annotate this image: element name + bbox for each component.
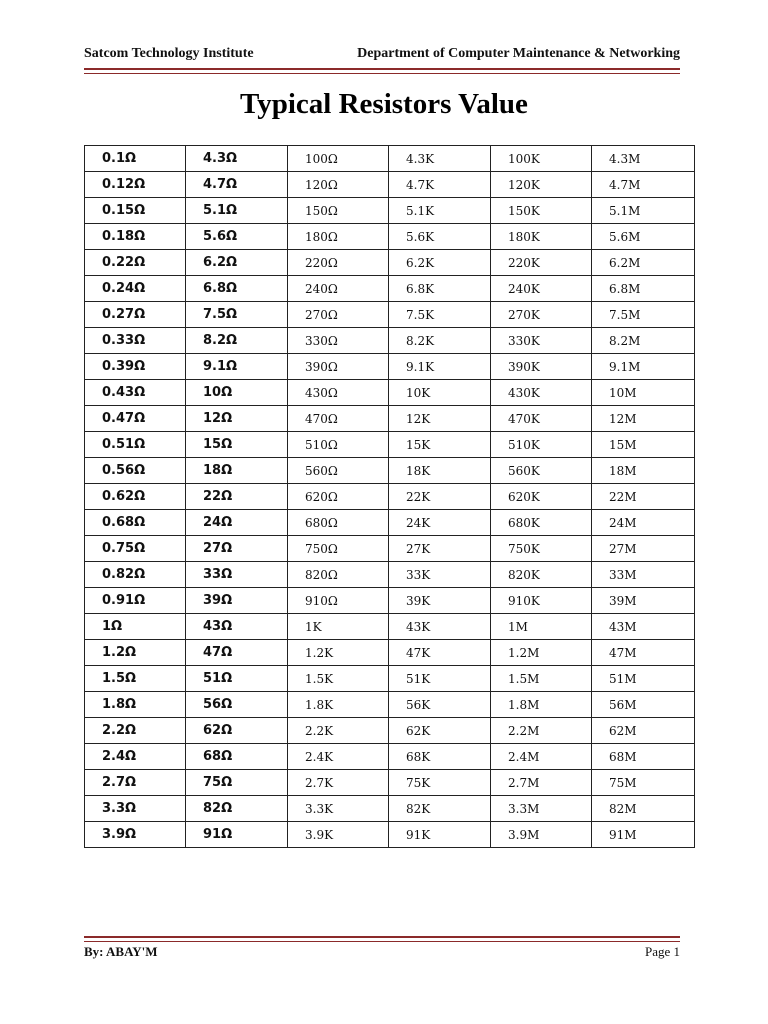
table-cell: 390Ω — [288, 354, 389, 380]
table-cell: 0.22Ω — [85, 250, 186, 276]
table-cell: 39M — [592, 588, 695, 614]
table-cell: 10Ω — [186, 380, 288, 406]
table-cell: 3.9K — [288, 822, 389, 848]
table-cell: 75M — [592, 770, 695, 796]
table-cell: 560Ω — [288, 458, 389, 484]
table-cell: 680K — [491, 510, 592, 536]
table-cell: 910Ω — [288, 588, 389, 614]
table-cell: 820Ω — [288, 562, 389, 588]
table-cell: 0.1Ω — [85, 146, 186, 172]
table-cell: 1.8Ω — [85, 692, 186, 718]
table-cell: 82M — [592, 796, 695, 822]
table-cell: 180K — [491, 224, 592, 250]
table-cell: 15M — [592, 432, 695, 458]
table-cell: 0.18Ω — [85, 224, 186, 250]
table-cell: 12Ω — [186, 406, 288, 432]
table-row — [85, 744, 695, 770]
table-cell: 33M — [592, 562, 695, 588]
table-cell: 6.2M — [592, 250, 695, 276]
table-cell: 75Ω — [186, 770, 288, 796]
table-cell: 10K — [389, 380, 491, 406]
table-cell: 43M — [592, 614, 695, 640]
table-cell: 470Ω — [288, 406, 389, 432]
table-cell: 62M — [592, 718, 695, 744]
table-cell: 27K — [389, 536, 491, 562]
table-cell: 12K — [389, 406, 491, 432]
table-cell: 2.2M — [491, 718, 592, 744]
table-cell: 56K — [389, 692, 491, 718]
table-cell: 7.5M — [592, 302, 695, 328]
table-cell: 0.51Ω — [85, 432, 186, 458]
table-cell: 750K — [491, 536, 592, 562]
page-number: Page 1 — [644, 944, 680, 959]
table-cell: 33Ω — [186, 562, 288, 588]
table-cell: 68K — [389, 744, 491, 770]
table-cell: 100K — [491, 146, 592, 172]
table-cell: 43Ω — [186, 614, 288, 640]
table-cell: 0.15Ω — [85, 198, 186, 224]
table-cell: 10M — [592, 380, 695, 406]
table-cell: 9.1Ω — [186, 354, 288, 380]
table-cell: 8.2Ω — [186, 328, 288, 354]
table-cell: 15K — [389, 432, 491, 458]
table-cell: 5.1K — [389, 198, 491, 224]
table-cell: 2.4K — [288, 744, 389, 770]
table-cell: 5.1M — [592, 198, 695, 224]
table-cell: 2.7M — [491, 770, 592, 796]
table-row — [85, 224, 695, 250]
table-cell: 39K — [389, 588, 491, 614]
table-row — [85, 692, 695, 718]
page-footer — [84, 944, 680, 960]
table-row — [85, 380, 695, 406]
table-cell: 220Ω — [288, 250, 389, 276]
table-cell: 0.75Ω — [85, 536, 186, 562]
table-row — [85, 406, 695, 432]
table-cell: 47K — [389, 640, 491, 666]
table-row — [85, 302, 695, 328]
table-cell: 43K — [389, 614, 491, 640]
table-cell: 1.5Ω — [85, 666, 186, 692]
table-row — [85, 536, 695, 562]
table-cell: 1.8K — [288, 692, 389, 718]
table-row — [85, 432, 695, 458]
table-cell: 750Ω — [288, 536, 389, 562]
author-label: By: ABAY'M — [84, 944, 158, 959]
table-cell: 75K — [389, 770, 491, 796]
table-cell: 6.8K — [389, 276, 491, 302]
table-cell: 6.8Ω — [186, 276, 288, 302]
table-row — [85, 250, 695, 276]
table-cell: 0.39Ω — [85, 354, 186, 380]
table-cell: 3.3K — [288, 796, 389, 822]
table-cell: 0.91Ω — [85, 588, 186, 614]
table-cell: 1Ω — [85, 614, 186, 640]
table-cell: 180Ω — [288, 224, 389, 250]
table-cell: 18M — [592, 458, 695, 484]
table-cell: 1K — [288, 614, 389, 640]
table-row — [85, 588, 695, 614]
table-cell: 2.4Ω — [85, 744, 186, 770]
table-cell: 2.2K — [288, 718, 389, 744]
table-cell: 2.7Ω — [85, 770, 186, 796]
page-header — [84, 46, 680, 66]
table-cell: 9.1M — [592, 354, 695, 380]
table-cell: 6.2Ω — [186, 250, 288, 276]
table-cell: 910K — [491, 588, 592, 614]
table-cell: 2.2Ω — [85, 718, 186, 744]
table-cell: 4.7Ω — [186, 172, 288, 198]
institute-name: Satcom Technology Institute — [84, 46, 254, 61]
table-cell: 220K — [491, 250, 592, 276]
table-cell: 240K — [491, 276, 592, 302]
table-row — [85, 666, 695, 692]
table-row — [85, 510, 695, 536]
table-cell: 7.5K — [389, 302, 491, 328]
table-cell: 8.2K — [389, 328, 491, 354]
table-cell: 0.68Ω — [85, 510, 186, 536]
table-cell: 4.3K — [389, 146, 491, 172]
footer-divider — [84, 936, 680, 942]
table-cell: 240Ω — [288, 276, 389, 302]
table-cell: 820K — [491, 562, 592, 588]
table-cell: 62K — [389, 718, 491, 744]
table-row — [85, 718, 695, 744]
table-cell: 4.3M — [592, 146, 695, 172]
table-cell: 24Ω — [186, 510, 288, 536]
table-cell: 150K — [491, 198, 592, 224]
table-cell: 82K — [389, 796, 491, 822]
table-cell: 3.3Ω — [85, 796, 186, 822]
table-cell: 15Ω — [186, 432, 288, 458]
table-cell: 510K — [491, 432, 592, 458]
table-cell: 47Ω — [186, 640, 288, 666]
page-title: Typical Resistors Value — [240, 88, 528, 120]
table-cell: 0.24Ω — [85, 276, 186, 302]
table-cell: 22K — [389, 484, 491, 510]
table-cell: 4.7M — [592, 172, 695, 198]
table-cell: 91K — [389, 822, 491, 848]
table-row — [85, 562, 695, 588]
table-cell: 24M — [592, 510, 695, 536]
table-cell: 47M — [592, 640, 695, 666]
header-divider — [84, 68, 680, 74]
table-cell: 3.3M — [491, 796, 592, 822]
table-cell: 18K — [389, 458, 491, 484]
table-cell: 18Ω — [186, 458, 288, 484]
table-row — [85, 614, 695, 640]
table-cell: 620K — [491, 484, 592, 510]
table-cell: 1.2M — [491, 640, 592, 666]
table-cell: 68Ω — [186, 744, 288, 770]
table-row — [85, 198, 695, 224]
table-cell: 56Ω — [186, 692, 288, 718]
department-name: Department of Computer Maintenance & Networking — [357, 46, 680, 61]
table-cell: 2.4M — [491, 744, 592, 770]
table-cell: 22Ω — [186, 484, 288, 510]
table-cell: 4.3Ω — [186, 146, 288, 172]
table-cell: 120K — [491, 172, 592, 198]
table-cell: 33K — [389, 562, 491, 588]
table-cell: 620Ω — [288, 484, 389, 510]
table-row — [85, 484, 695, 510]
table-cell: 5.6K — [389, 224, 491, 250]
table-cell: 12M — [592, 406, 695, 432]
table-cell: 680Ω — [288, 510, 389, 536]
table-row — [85, 276, 695, 302]
table-cell: 5.6M — [592, 224, 695, 250]
table-cell: 0.62Ω — [85, 484, 186, 510]
table-cell: 0.56Ω — [85, 458, 186, 484]
table-cell: 0.43Ω — [85, 380, 186, 406]
table-cell: 470K — [491, 406, 592, 432]
table-cell: 4.7K — [389, 172, 491, 198]
table-row — [85, 770, 695, 796]
table-cell: 390K — [491, 354, 592, 380]
table-cell: 1.2Ω — [85, 640, 186, 666]
table-cell: 5.1Ω — [186, 198, 288, 224]
table-cell: 2.7K — [288, 770, 389, 796]
table-cell: 62Ω — [186, 718, 288, 744]
table-cell: 51M — [592, 666, 695, 692]
table-cell: 7.5Ω — [186, 302, 288, 328]
table-row — [85, 328, 695, 354]
table-cell: 9.1K — [389, 354, 491, 380]
table-cell: 1.5M — [491, 666, 592, 692]
table-row — [85, 796, 695, 822]
table-cell: 0.47Ω — [85, 406, 186, 432]
table-cell: 1M — [491, 614, 592, 640]
table-cell: 120Ω — [288, 172, 389, 198]
table-row — [85, 354, 695, 380]
table-cell: 100Ω — [288, 146, 389, 172]
table-cell: 91M — [592, 822, 695, 848]
table-cell: 330Ω — [288, 328, 389, 354]
table-cell: 91Ω — [186, 822, 288, 848]
table-body — [85, 146, 695, 848]
table-cell: 3.9Ω — [85, 822, 186, 848]
table-cell: 51Ω — [186, 666, 288, 692]
table-row — [85, 172, 695, 198]
table-cell: 150Ω — [288, 198, 389, 224]
table-row — [85, 458, 695, 484]
table-cell: 0.12Ω — [85, 172, 186, 198]
table-cell: 39Ω — [186, 588, 288, 614]
table-cell: 27M — [592, 536, 695, 562]
table-cell: 27Ω — [186, 536, 288, 562]
table-cell: 1.8M — [491, 692, 592, 718]
table-cell: 560K — [491, 458, 592, 484]
table-cell: 56M — [592, 692, 695, 718]
table-cell: 6.2K — [389, 250, 491, 276]
table-cell: 330K — [491, 328, 592, 354]
table-cell: 1.2K — [288, 640, 389, 666]
table-row — [85, 640, 695, 666]
table-cell: 430K — [491, 380, 592, 406]
table-cell: 510Ω — [288, 432, 389, 458]
table-cell: 5.6Ω — [186, 224, 288, 250]
table-cell: 3.9M — [491, 822, 592, 848]
table-cell: 24K — [389, 510, 491, 536]
table-cell: 82Ω — [186, 796, 288, 822]
table-cell: 8.2M — [592, 328, 695, 354]
table-row — [85, 822, 695, 848]
table-cell: 68M — [592, 744, 695, 770]
table-cell: 270K — [491, 302, 592, 328]
table-cell: 22M — [592, 484, 695, 510]
table-cell: 430Ω — [288, 380, 389, 406]
table-cell: 0.82Ω — [85, 562, 186, 588]
table-cell: 6.8M — [592, 276, 695, 302]
table-cell: 0.27Ω — [85, 302, 186, 328]
table-cell: 1.5K — [288, 666, 389, 692]
resistor-values-table — [84, 145, 695, 848]
table-cell: 51K — [389, 666, 491, 692]
table-cell: 0.33Ω — [85, 328, 186, 354]
table-row — [85, 146, 695, 172]
table-cell: 270Ω — [288, 302, 389, 328]
